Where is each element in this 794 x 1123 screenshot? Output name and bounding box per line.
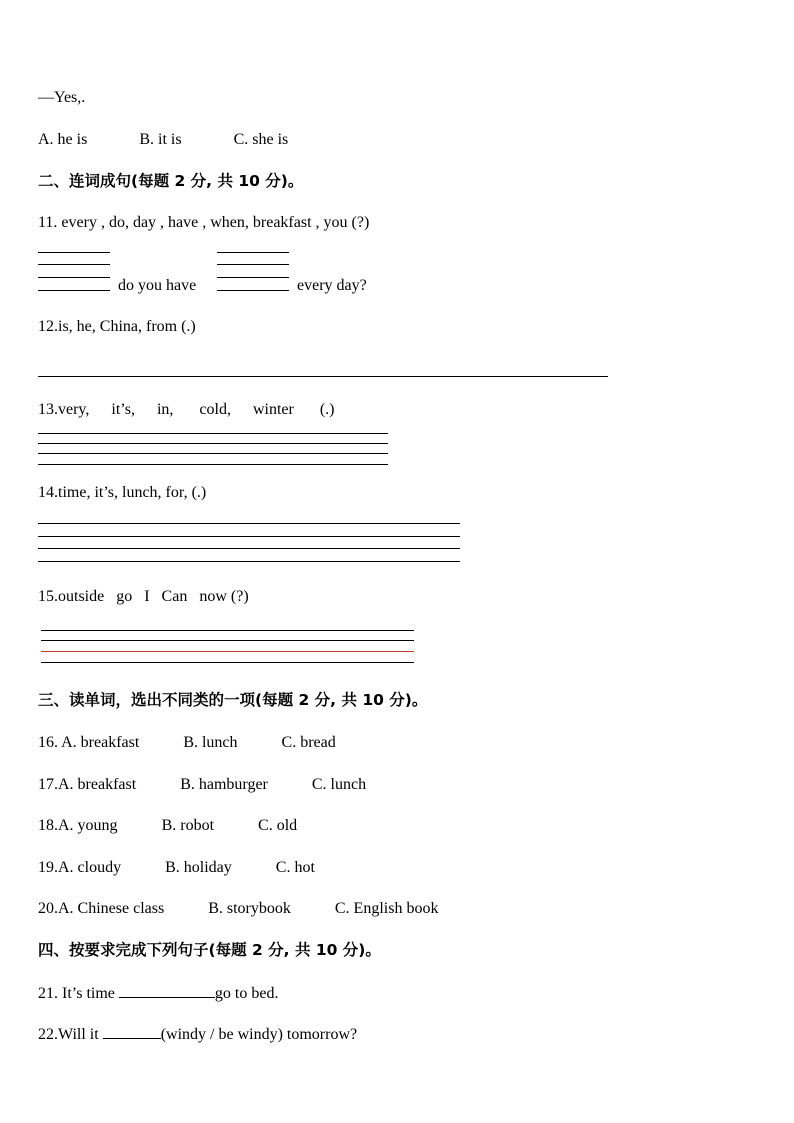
q19-option-b: B. holiday bbox=[165, 859, 232, 876]
q14-line-3[interactable] bbox=[38, 548, 460, 549]
q17-row bbox=[38, 775, 366, 795]
q16-option-a: 16. A. breakfast bbox=[38, 734, 140, 751]
q19-option-a: 19.A. cloudy bbox=[38, 859, 122, 876]
q22-row bbox=[38, 1024, 357, 1045]
q22-start: 22.Will it bbox=[38, 1026, 99, 1043]
q17-option-c: C. lunch bbox=[311, 776, 367, 793]
q10-option-c: C. she is bbox=[233, 131, 289, 148]
q14-line-4[interactable] bbox=[38, 561, 460, 562]
q13-line-4[interactable] bbox=[38, 464, 388, 465]
q14-line-1[interactable] bbox=[38, 523, 460, 524]
q15-prompt bbox=[38, 587, 249, 607]
q15-line-2[interactable] bbox=[41, 640, 414, 641]
q13-prompt bbox=[38, 400, 334, 420]
q15-word-4: Can bbox=[161, 588, 188, 605]
q12-prompt: 12.is, he, China, from (.) bbox=[38, 318, 196, 335]
q14-line-2[interactable] bbox=[38, 536, 460, 537]
q22-end: (windy / be windy) tomorrow? bbox=[160, 1026, 358, 1043]
section4-title: 四、按要求完成下列句子(每题 2 分, 共 10 分)。 bbox=[38, 941, 381, 959]
q11-blank-1a[interactable] bbox=[38, 252, 110, 253]
q18-option-c: C. old bbox=[258, 817, 298, 834]
q18-option-b: B. robot bbox=[161, 817, 215, 834]
q13-word-1: 13.very, bbox=[38, 401, 90, 418]
q13-word-6: (.) bbox=[319, 401, 335, 418]
q21-blank[interactable] bbox=[119, 983, 215, 998]
q18-row bbox=[38, 816, 297, 836]
q13-line-3[interactable] bbox=[38, 453, 388, 454]
q21-start: 21. It’s time bbox=[38, 985, 115, 1002]
q14-prompt: 14.time, it’s, lunch, for, (.) bbox=[38, 484, 207, 501]
q13-line-2[interactable] bbox=[38, 443, 388, 444]
q15-word-5: now (?) bbox=[199, 588, 249, 605]
q13-word-5: winter bbox=[252, 401, 294, 418]
q13-word-2: it’s, bbox=[111, 401, 135, 418]
q11-blank-1d[interactable] bbox=[38, 290, 110, 291]
q15-line-3[interactable] bbox=[41, 651, 414, 652]
q21-row bbox=[38, 983, 278, 1004]
q12-answer-line[interactable] bbox=[38, 376, 608, 377]
q13-word-4: cold, bbox=[199, 401, 231, 418]
q20-row bbox=[38, 899, 438, 919]
q15-word-3: I bbox=[144, 588, 150, 605]
q11-end-text: every day? bbox=[297, 277, 367, 294]
q11-blank-2d[interactable] bbox=[217, 290, 289, 291]
q15-word-2: go bbox=[116, 588, 133, 605]
q15-line-1[interactable] bbox=[41, 630, 414, 631]
section3-title: 三、读单词，选出不同类的一项(每题 2 分, 共 10 分)。 bbox=[38, 691, 428, 709]
q15-word-1: 15.outside bbox=[38, 588, 105, 605]
q17-option-a: 17.A. breakfast bbox=[38, 776, 137, 793]
q11-blank-2c[interactable] bbox=[217, 277, 289, 278]
q10-answer-line: —Yes,. bbox=[38, 89, 86, 106]
q17-option-b: B. hamburger bbox=[180, 776, 268, 793]
q11-blank-1b[interactable] bbox=[38, 264, 110, 265]
q16-option-c: C. bread bbox=[281, 734, 336, 751]
q20-option-b: B. storybook bbox=[208, 900, 291, 917]
q11-mid-text: do you have bbox=[118, 277, 197, 294]
q16-row bbox=[38, 733, 336, 753]
q20-option-c: C. English book bbox=[334, 900, 439, 917]
q11-blank-2b[interactable] bbox=[217, 264, 289, 265]
q20-option-a: 20.A. Chinese class bbox=[38, 900, 165, 917]
q11-blank-1c[interactable] bbox=[38, 277, 110, 278]
q11-prompt: 11. every , do, day , have , when, breakfast , you (?) bbox=[38, 214, 370, 231]
q11-blank-2a[interactable] bbox=[217, 252, 289, 253]
q18-option-a: 18.A. young bbox=[38, 817, 118, 834]
section2-title: 二、连词成句(每题 2 分, 共 10 分)。 bbox=[38, 172, 304, 190]
q10-option-b: B. it is bbox=[139, 131, 182, 148]
q15-line-4[interactable] bbox=[41, 662, 414, 663]
q10-option-a: A. he is bbox=[38, 131, 88, 148]
q13-line-1[interactable] bbox=[38, 433, 388, 434]
q21-end: go to bed. bbox=[214, 985, 279, 1002]
q13-word-3: in, bbox=[156, 401, 174, 418]
q19-row bbox=[38, 858, 315, 878]
q19-option-c: C. hot bbox=[275, 859, 315, 876]
q16-option-b: B. lunch bbox=[183, 734, 238, 751]
q22-blank[interactable] bbox=[103, 1024, 161, 1039]
q10-options bbox=[38, 130, 288, 150]
